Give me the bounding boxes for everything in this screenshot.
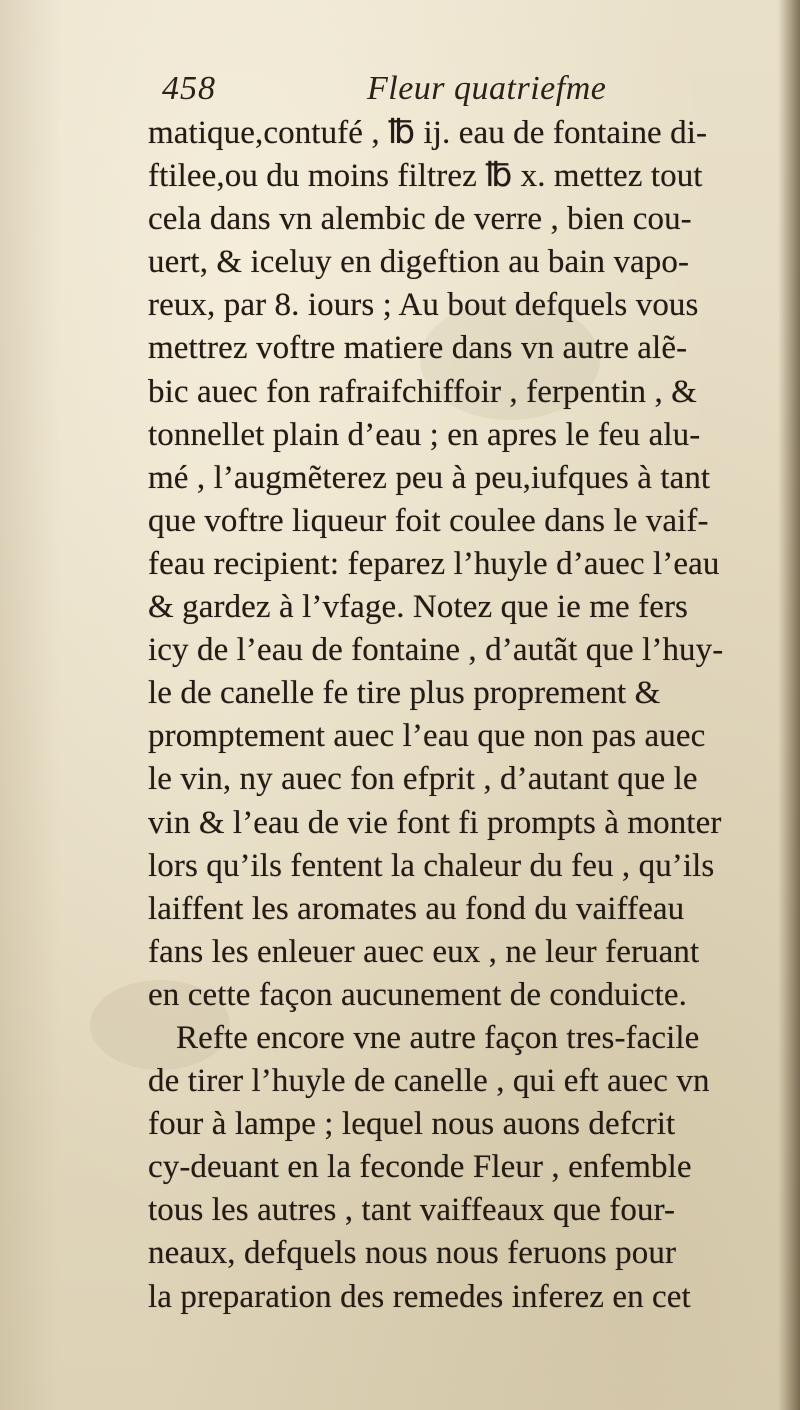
- paragraph-start-line: Refte encore vne autre façon tres-facile: [176, 1019, 700, 1056]
- text-line: uert, & iceluy en digeftion au bain vapo-: [148, 244, 690, 281]
- page-number: 458: [162, 70, 216, 107]
- text-line: bic auec fon rafraifchiffoir , ferpentin , &: [148, 373, 697, 410]
- text-line: cela dans vn alembic de verre , bien cou-: [148, 201, 692, 238]
- text-line: icy de l’eau de fontaine , d’autãt que l’huy-: [148, 632, 724, 669]
- text-line: la preparation des remedes inferez en cet: [148, 1278, 691, 1315]
- text-line: cy-deuant en la feconde Fleur , enfemble: [148, 1149, 692, 1186]
- text-line: que voftre liqueur foit coulee dans le vaif-: [148, 502, 709, 539]
- text-line: mettrez voftre matiere dans vn autre alẽ-: [148, 330, 688, 367]
- text-line: & gardez à l’vfage. Notez que ie me fers: [148, 589, 688, 626]
- text-line: neaux, defquels nous nous feruons pour: [148, 1235, 677, 1272]
- text-line: laiffent les aromates au fond du vaiffeau: [148, 890, 685, 927]
- page-header: [162, 70, 722, 118]
- text-line: feau recipient: feparez l’huyle d’auec l’eau: [148, 545, 720, 582]
- text-line: en cette façon aucunement de conduicte.: [148, 976, 687, 1013]
- text-line: tous les autres , tant vaiffeaux que four-: [148, 1192, 676, 1229]
- text-line: lors qu’ils fentent la chaleur du feu , qu’ils: [148, 847, 715, 884]
- text-line: four à lampe ; lequel nous auons defcrit: [148, 1106, 676, 1143]
- text-line: le vin, ny auec fon efprit , d’autant que le: [148, 761, 698, 798]
- text-line: reux, par 8. iours ; Au bout defquels vous: [148, 287, 699, 324]
- text-line: de tirer l’huyle de canelle , qui eft auec vn: [148, 1063, 710, 1100]
- text-line: le de canelle fe tire plus proprement &: [148, 675, 661, 712]
- text-line: fans les enleuer auec eux , ne leur feruant: [148, 933, 700, 970]
- text-line: tonnellet plain d’eau ; en apres le feu alu-: [148, 416, 701, 453]
- text-line: promptement auec l’eau que non pas auec: [148, 718, 706, 755]
- body-text: [148, 112, 788, 1319]
- page-left-edge-shading: [0, 0, 60, 1410]
- text-line: ftilee,ou du moins filtrez ℔ x. mettez tout: [148, 158, 703, 195]
- text-line: vin & l’eau de vie font fi prompts à monter: [148, 804, 722, 841]
- text-line: matique,contufé , ℔ ij. eau de fontaine di-: [148, 115, 708, 151]
- text-line: mé , l’augmẽterez peu à peu,iufques à tant: [148, 459, 711, 496]
- running-head: Fleur quatriefme: [367, 70, 607, 107]
